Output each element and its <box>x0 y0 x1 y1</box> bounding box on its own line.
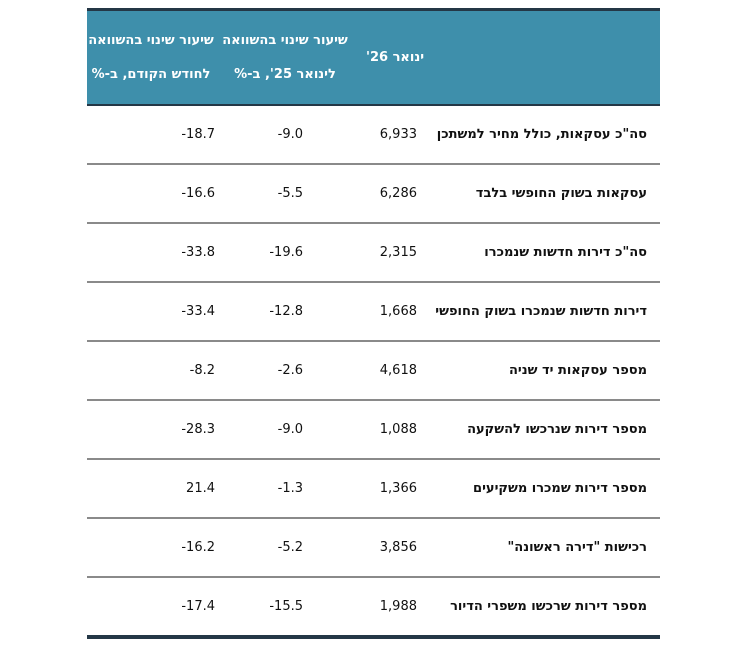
row-yoy-value: -12.8 <box>269 304 303 319</box>
row-january-value: 6,286 <box>379 186 417 201</box>
table-row <box>87 106 660 165</box>
header-yoy-line1: שיעור שינוי בהשוואה <box>222 32 348 48</box>
header-yoy-change <box>215 11 355 104</box>
row-january-value: 1,988 <box>379 599 417 614</box>
table-row <box>87 578 660 635</box>
row-yoy-value: -1.3 <box>277 481 303 496</box>
header-yoy-line2: לינואר 25', ב-% <box>234 66 336 82</box>
row-label: סה"כ דירות חדשות שנמכרו <box>484 245 647 260</box>
row-january-value: 1,366 <box>379 481 417 496</box>
header-mom-line1: שיעור שינוי בהשוואה <box>88 32 214 48</box>
table-row <box>87 224 660 283</box>
row-yoy-value: -9.0 <box>277 127 303 142</box>
table-row <box>87 460 660 519</box>
table-row <box>87 165 660 224</box>
row-label: מספר דירות שנרכשו להשקעה <box>467 422 647 437</box>
row-yoy-value: -2.6 <box>277 363 303 378</box>
row-january-value: 1,088 <box>379 422 417 437</box>
header-january <box>355 11 435 104</box>
table-row <box>87 401 660 460</box>
row-mom-value: -17.4 <box>181 599 215 614</box>
row-yoy-value: -5.5 <box>277 186 303 201</box>
table-row <box>87 519 660 578</box>
header-mom-line2: לחודש הקודם, ב-% <box>91 66 211 82</box>
row-mom-value: -28.3 <box>181 422 215 437</box>
row-label: מספר עסקאות יד שניה <box>508 363 647 378</box>
row-mom-value: -16.2 <box>181 540 215 555</box>
row-january-value: 2,315 <box>379 245 417 260</box>
row-january-value: 4,618 <box>379 363 417 378</box>
table-row <box>87 342 660 401</box>
row-label: סה"כ עסקאות, כולל מחיר למשתכן <box>436 127 647 142</box>
row-label: מספר דירות שרכשו משפרי הדיור <box>450 599 647 614</box>
table-header <box>87 11 660 106</box>
row-yoy-value: -15.5 <box>269 599 303 614</box>
row-mom-value: -8.2 <box>189 363 215 378</box>
row-yoy-value: -9.0 <box>277 422 303 437</box>
row-label: עסקאות בשוק החופשי בלבד <box>475 186 647 201</box>
header-january-label: ינואר 26' <box>365 49 425 65</box>
row-label: מספר דירות שמכרו משקיעים <box>473 481 647 496</box>
row-mom-value: -16.6 <box>181 186 215 201</box>
row-label: רכישות "דירה ראשונה" <box>507 540 647 555</box>
table-bottom-rule <box>87 635 660 639</box>
table-row <box>87 283 660 342</box>
row-mom-value: -18.7 <box>181 127 215 142</box>
row-label: דירות חדשות שנמכרו בשוק החופשי <box>435 304 647 319</box>
row-january-value: 1,668 <box>379 304 417 319</box>
row-january-value: 6,933 <box>379 127 417 142</box>
header-mom-change <box>87 11 215 104</box>
row-yoy-value: -5.2 <box>277 540 303 555</box>
row-mom-value: 21.4 <box>186 481 215 496</box>
housing-transactions-table <box>87 8 660 639</box>
row-january-value: 3,856 <box>379 540 417 555</box>
row-mom-value: -33.4 <box>181 304 215 319</box>
row-yoy-value: -19.6 <box>269 245 303 260</box>
row-mom-value: -33.8 <box>181 245 215 260</box>
